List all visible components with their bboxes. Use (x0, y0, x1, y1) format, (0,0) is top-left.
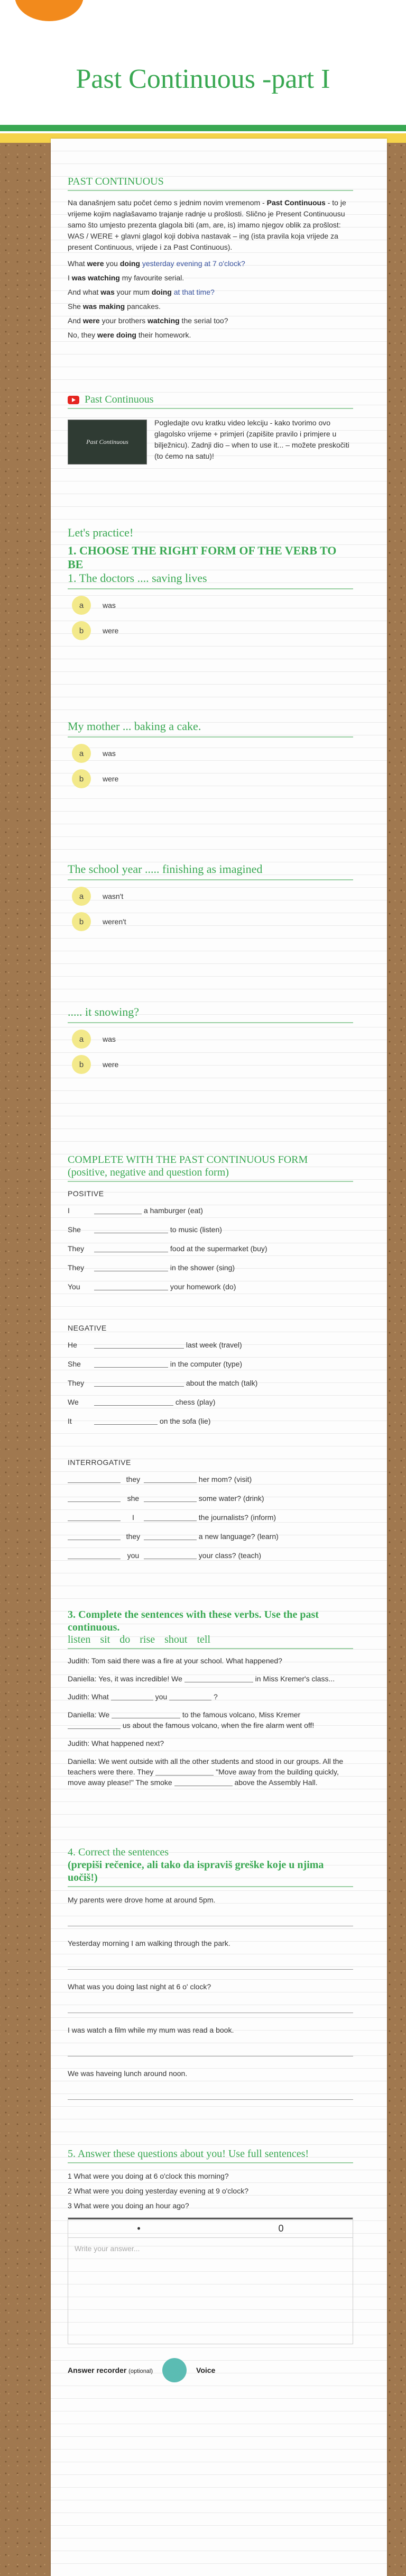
blank-input[interactable] (68, 1552, 121, 1559)
answer-option[interactable]: b were (72, 769, 353, 788)
blank-input[interactable] (68, 1533, 121, 1540)
sentence-to-correct: My parents were drove home at around 5pm. (68, 1896, 216, 1904)
example-sentence: No, they were doing their homework. (68, 331, 191, 339)
example-sentence: What were you doing yesterday evening at 7 o'clock? (68, 259, 245, 268)
green-stripe (0, 125, 406, 131)
dialogue-line: Judith: Tom said there was a fire at your school. What happened? (68, 1656, 282, 1665)
video-description: Pogledajte ovu kratku video lekciju - kako tvorimo ovo glagolsko vrijeme + primjeri (zapišite pravilo i primjere u bilježnicu). Zadnji dio – when to use it... – možete preskočiti (to ćemo na satu)! (154, 418, 349, 460)
fill-row: It on the sofa (lie) (68, 1417, 211, 1425)
practice-section (68, 526, 353, 1074)
blank-input[interactable] (94, 1417, 158, 1425)
question-card (68, 720, 353, 788)
correction-input[interactable] (68, 1999, 353, 2013)
numbered-list-button[interactable]: 0 (278, 2223, 284, 2234)
blank-input[interactable] (155, 1768, 214, 1776)
fill-row: They in the shower (sing) (68, 1263, 235, 1272)
example-sentence: And were your brothers watching the serial too? (68, 316, 228, 325)
practice-instruction: 1. CHOOSE THE RIGHT FORM OF THE VERB TO BE (68, 544, 337, 571)
positive-label: POSITIVE (68, 1189, 104, 1198)
blank-input[interactable] (68, 1514, 121, 1521)
fill-row: She in the computer (type) (68, 1360, 243, 1368)
correct-heading: 4. Correct the sentences (prepiši rečenice, ali tako da ispraviš greške koje u njima uočiš!) (68, 1846, 353, 1887)
video-section (68, 394, 353, 468)
interrogative-label: INTERROGATIVE (68, 1458, 131, 1467)
dialogue-line: Daniella: We went outside with all the other students and stood in our groups. All the teachers were there. They "Move away from the building quickly, move away please!" The smoke above the Assembly Hall. (68, 1757, 344, 1787)
correction-input[interactable] (68, 1956, 353, 1970)
answer-question: 1 What were you doing at 6 o'clock this morning? (68, 2172, 229, 2180)
question-prompt: ..... it snowing? (68, 1005, 353, 1023)
fill-row: you your class? (teach) (68, 1550, 353, 1561)
dialogue-line: Judith: What you ? (68, 1692, 218, 1701)
word-bank: listen sit do rise shout tell (68, 1634, 353, 1649)
intro-section (68, 176, 353, 341)
answer-recorder: Answer recorder (optional) Voice (68, 2358, 353, 2382)
blank-input[interactable] (68, 1476, 121, 1483)
fill-row: He last week (travel) (68, 1341, 242, 1349)
dialogue-line: Daniella: We to the famous volcano, Miss Kremer us about the famous volcano, when the fire alarm went off! (68, 1710, 315, 1730)
blank-input[interactable] (144, 1495, 197, 1502)
blank-input[interactable] (94, 1283, 168, 1290)
answer-option[interactable]: b were (72, 621, 353, 640)
dialogue-line: Judith: What happened next? (68, 1739, 164, 1747)
page-title: Past Continuous -part I (76, 64, 330, 94)
answer-section (68, 2147, 353, 2382)
blank-input[interactable] (144, 1552, 197, 1559)
sentence-to-correct: We was haveing lunch around noon. (68, 2069, 188, 2078)
blank-input[interactable] (184, 1675, 253, 1682)
blank-input[interactable] (144, 1476, 197, 1483)
blank-input[interactable] (94, 1207, 142, 1214)
blank-input[interactable] (174, 1779, 233, 1786)
answer-option[interactable]: a was (72, 744, 353, 763)
voice-mode-label[interactable]: Voice (196, 2366, 216, 2374)
blank-input[interactable] (94, 1360, 168, 1368)
question-prompt: My mother ... baking a cake. (68, 720, 353, 738)
intro-paragraph: Na današnjem satu počet ćemo s jednim novim vremenom - Past Continuous - to je vrijeme kojim naglašavamo trajanje radnje u prošlosti. Slično je Present Continuousu samo što umjesto prezenta glagola biti (am, are, is) imamo njegov oblik za prošlost: WAS / WERE + glavni glagol koji dobiva nastavak – ing (ista pravila koja vrijede za present Continuous, vrijede i za Past Continuous). (68, 198, 346, 251)
negative-label: NEGATIVE (68, 1324, 107, 1332)
question-prompt: 1. The doctors .... saving lives (68, 571, 353, 589)
answer-option[interactable]: a wasn't (72, 887, 353, 906)
sentence-to-correct: I was watch a film while my mum was read a book. (68, 2026, 234, 2034)
correct-section (68, 1846, 353, 2100)
example-sentence: She was making pancakes. (68, 302, 161, 311)
fill-row: they her mom? (visit) (68, 1474, 353, 1485)
sentence-to-correct: Yesterday morning I am walking through the park. (68, 1939, 230, 1947)
fill-row: I a hamburger (eat) (68, 1206, 203, 1215)
header-band (0, 0, 406, 143)
fill-row: They about the match (talk) (68, 1379, 258, 1387)
fill-row: You your homework (do) (68, 1282, 236, 1291)
lets-practice-label: Let's practice! (68, 526, 134, 539)
fill-row: They food at the supermarket (buy) (68, 1244, 267, 1253)
answer-option[interactable]: a was (72, 596, 353, 615)
record-button[interactable] (162, 2358, 187, 2382)
question-prompt: The school year ..... finishing as imagined (68, 862, 353, 880)
blank-input[interactable] (94, 1341, 184, 1349)
blank-input[interactable] (94, 1226, 168, 1233)
dialogue-line: Daniella: Yes, it was incredible! We in Miss Kremer's class... (68, 1674, 335, 1683)
blank-input[interactable] (144, 1533, 197, 1540)
fill-row: she some water? (drink) (68, 1493, 353, 1504)
answer-question: 3 What were you doing an hour ago? (68, 2201, 189, 2210)
video-thumbnail[interactable]: Past Continuous (68, 420, 147, 465)
correction-input[interactable] (68, 2043, 353, 2056)
answer-textarea[interactable]: Write your answer... (75, 2244, 140, 2253)
question-card (68, 862, 353, 931)
editor-toolbar (68, 2218, 353, 2238)
answer-question: 2 What were you doing yesterday evening at 9 o'clock? (68, 2187, 248, 2195)
verbs-heading: 3. Complete the sentences with these verbs. Use the past continuous. (68, 1609, 319, 1633)
blank-input[interactable] (169, 1693, 211, 1700)
fill-row: they a new language? (learn) (68, 1531, 353, 1542)
answer-option[interactable]: b were (72, 1055, 353, 1074)
youtube-icon (68, 396, 79, 404)
video-heading: Past Continuous (68, 394, 353, 409)
complete-section (68, 1153, 353, 1561)
blank-input[interactable] (68, 1722, 121, 1729)
blank-input[interactable] (68, 1495, 121, 1502)
blank-input[interactable] (94, 1379, 184, 1387)
fill-row: She to music (listen) (68, 1225, 222, 1234)
question-card (68, 1005, 353, 1074)
fill-row: I the journalists? (inform) (68, 1512, 353, 1523)
example-sentence: I was watching my favourite serial. (68, 274, 184, 282)
orange-blob-decoration (15, 0, 84, 21)
answer-option[interactable]: b weren't (72, 912, 353, 931)
answer-option[interactable]: a was (72, 1030, 353, 1049)
blank-input[interactable] (112, 1711, 180, 1718)
bullet-list-button[interactable]: • (137, 2223, 141, 2234)
blank-input[interactable] (144, 1514, 197, 1521)
complete-heading: COMPLETE WITH THE PAST CONTINUOUS FORM (positive, negative and question form) (68, 1153, 353, 1182)
example-sentence: And what was your mum doing at that time? (68, 288, 215, 296)
blank-input[interactable] (94, 1398, 173, 1406)
question-card (68, 571, 353, 640)
correction-input[interactable] (68, 2086, 353, 2100)
correction-input[interactable] (68, 1913, 353, 1926)
worksheet (51, 139, 387, 2576)
sentence-to-correct: What was you doing last night at 6 o' clock? (68, 1982, 211, 1991)
blank-input[interactable] (94, 1245, 168, 1252)
verbs-section (68, 1608, 353, 1788)
intro-heading: PAST CONTINUOUS (68, 176, 353, 191)
blank-input[interactable] (111, 1693, 153, 1700)
blank-input[interactable] (94, 1264, 168, 1271)
answer-editor (68, 2217, 353, 2344)
answer-heading: 5. Answer these questions about you! Use full sentences! (68, 2147, 353, 2163)
fill-row: We chess (play) (68, 1398, 216, 1406)
